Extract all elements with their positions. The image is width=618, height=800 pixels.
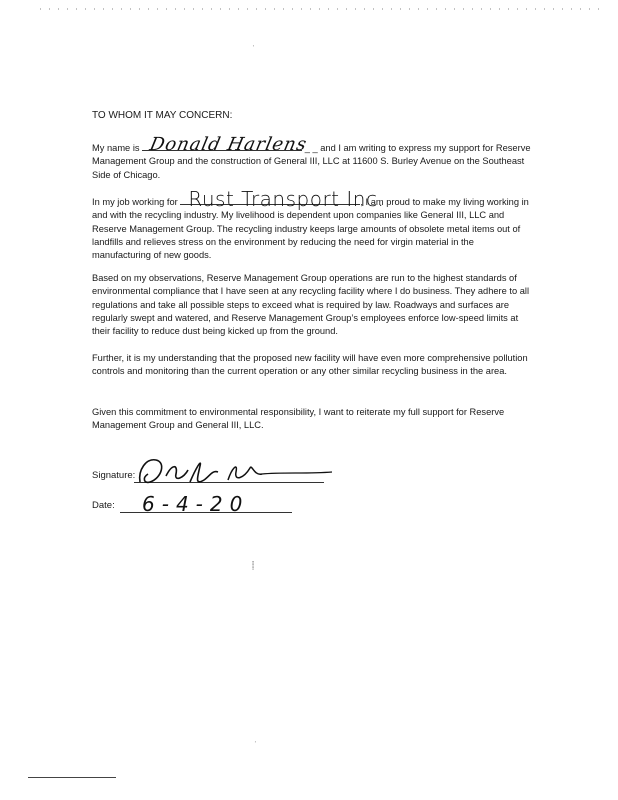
handwritten-company: Rust Transport Inc. bbox=[188, 186, 385, 211]
paragraph-job bbox=[92, 186, 532, 262]
handwritten-name: Donald Harlens bbox=[147, 133, 310, 155]
paragraph-closing: Given this commitment to environmental responsibility, I want to reiterate my full support for Reserve Management Group and General III, LLC. bbox=[92, 407, 505, 431]
handwritten-date: 6-4-20 bbox=[142, 492, 250, 516]
scan-speck: ʾ bbox=[254, 740, 257, 749]
handwritten-signature bbox=[132, 452, 342, 488]
name-field bbox=[142, 133, 310, 155]
scan-artifact-bottom bbox=[28, 777, 116, 778]
intro-lead: My name is bbox=[92, 143, 140, 153]
paragraph-intro bbox=[92, 133, 532, 182]
scan-artifact-top bbox=[40, 8, 600, 10]
paragraph-new-facility: Further, it is my understanding that the proposed new facility will have even more comprehensive pollution controls and monitoring than the current operation or any other similar recycling business in the area. bbox=[92, 353, 528, 377]
intro-tail: _ _ and I am writing to express my support for Reserve Management Group and the construction of General III, LLC at 11600 S. Burley Avenue on the Southeast Side of Chicago. bbox=[92, 143, 531, 180]
scan-speck: ⸽ bbox=[252, 561, 255, 570]
date-label: Date: bbox=[92, 500, 115, 511]
job-tail: , I am proud to make my living working in and with the recycling industry. My livelihood is dependent upon companies like General III, LLC and Reserve Management Group. The recycling industry keeps large amounts of obsolete metal items out of landfills and relieves stress on the environment by reducing the need for virgin material in the manufacturing of new goods. bbox=[92, 197, 529, 261]
salutation: TO WHOM IT MAY CONCERN: bbox=[92, 110, 233, 121]
date-row bbox=[92, 492, 250, 516]
job-lead: In my job working for bbox=[92, 197, 178, 207]
signature-row bbox=[92, 470, 135, 481]
paragraph-observations: Based on my observations, Reserve Management Group operations are run to the highest standards of environmental compliance that I have seen at any recycling facility where I do business. They adhere to all regulations and take all possible steps to exceed what is required by law. Roadways and surfaces are regularly swept and watered, and Reserve Management Group’s employees enforce low-speed limits at their facility to reduce dust being kicked up from the ground. bbox=[92, 273, 530, 337]
signature-label: Signature: bbox=[92, 470, 136, 481]
scan-speck: ʿ bbox=[252, 44, 255, 53]
company-field bbox=[180, 186, 385, 211]
